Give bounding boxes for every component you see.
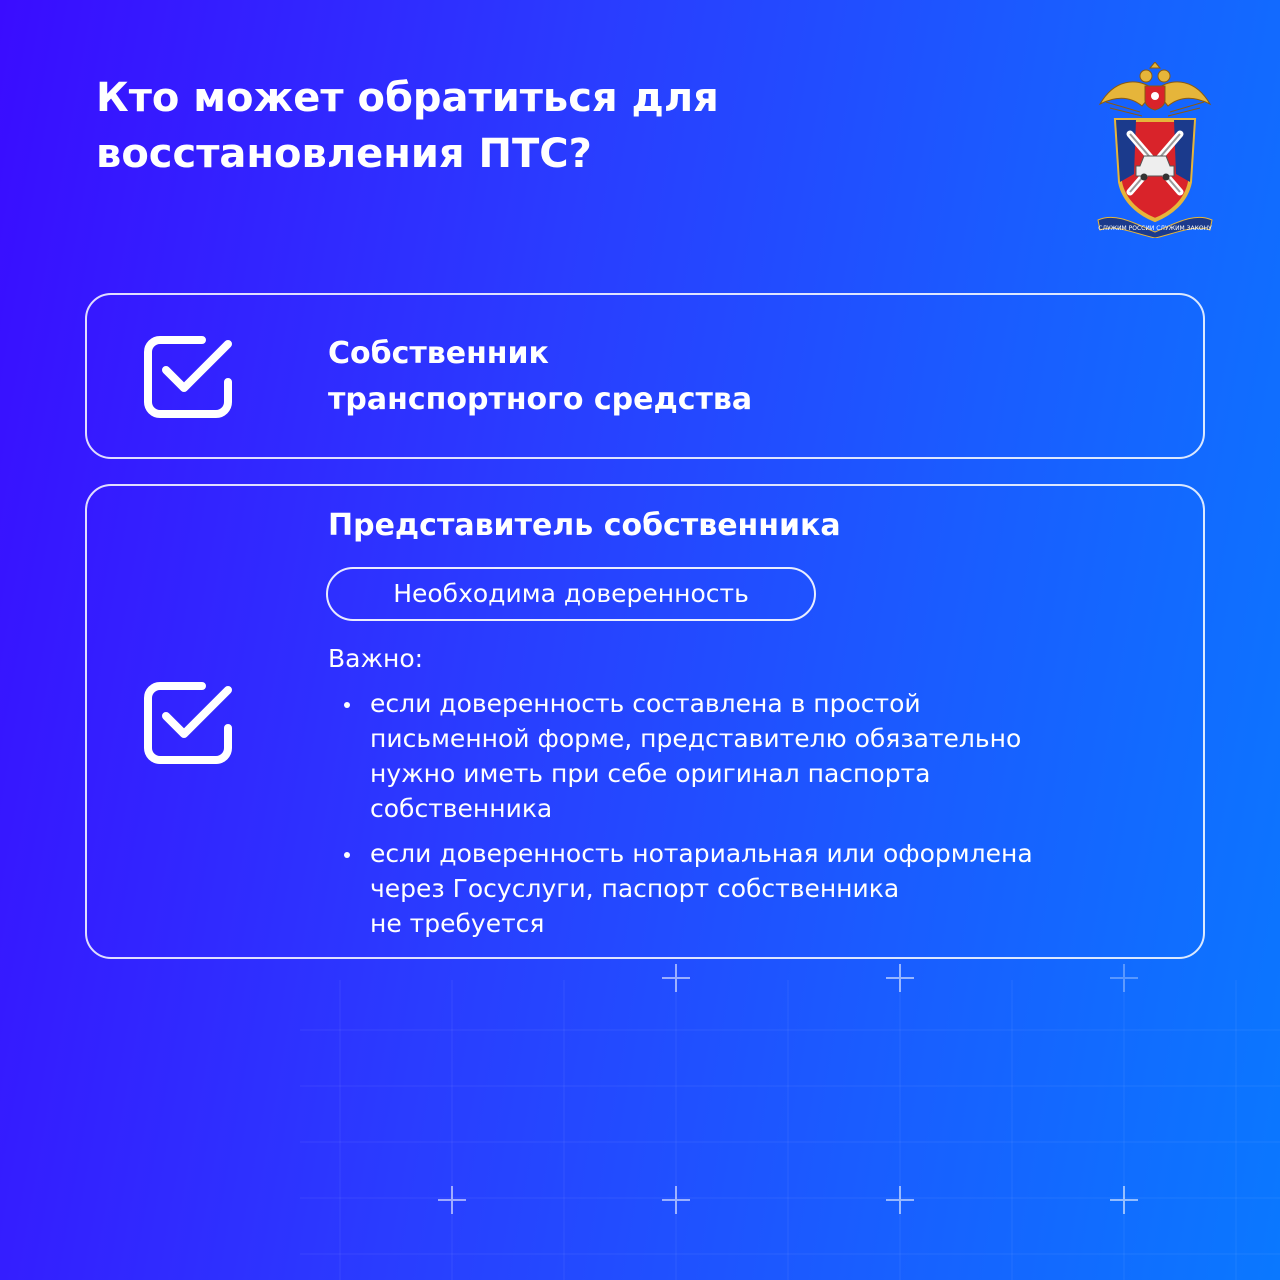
list-item (340, 836, 1160, 941)
list-item (340, 686, 1160, 826)
card-representative-title: Представитель собственника (328, 508, 841, 543)
page-title (96, 70, 996, 182)
list-item-line: письменной форме, представителю обязательно (370, 724, 1022, 753)
list-item-line: если доверенность составлена в простой (370, 689, 921, 718)
important-list (340, 686, 1160, 951)
power-of-attorney-badge: Необходима доверенность (326, 567, 816, 621)
important-label: Важно: (328, 644, 424, 673)
list-item-line: нужно иметь при себе оригинал паспорта (370, 759, 931, 788)
checkbox-checked-icon (142, 680, 236, 766)
page-title-line-2: восстановления ПТС? (96, 131, 592, 177)
checkbox-checked-icon (142, 334, 236, 420)
emblem-ribbon-text: СЛУЖИМ РОССИИ СЛУЖИМ ЗАКОНУ (1098, 225, 1212, 232)
page-title-line-1: Кто может обратиться для (96, 75, 719, 121)
police-emblem-icon (1096, 62, 1214, 238)
card-owner-title-line-2: транспортного средства (328, 382, 753, 417)
list-item-line: не требуется (370, 909, 545, 938)
card-owner-title (328, 331, 752, 423)
list-item-line: через Госуслуги, паспорт собственника (370, 874, 900, 903)
list-item-line: собственника (370, 794, 553, 823)
card-owner-title-line-1: Собственник (328, 336, 549, 371)
list-item-line: если доверенность нотариальная или оформлена (370, 839, 1033, 868)
